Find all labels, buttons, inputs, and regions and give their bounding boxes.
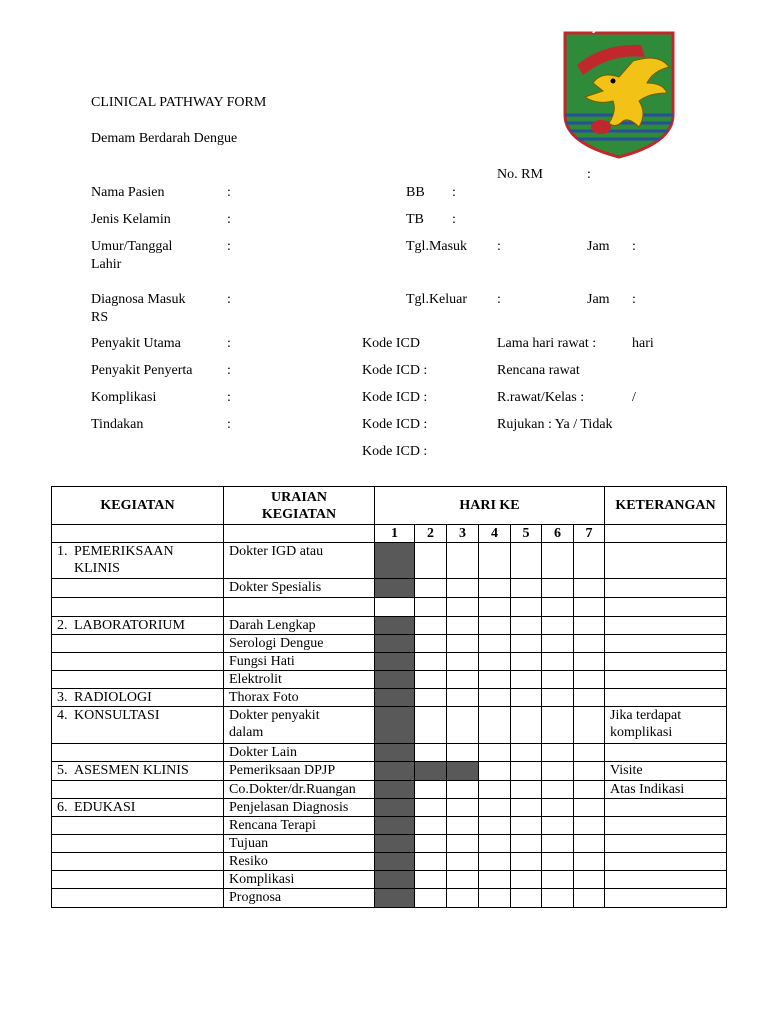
label-jam: Jam bbox=[587, 239, 610, 254]
day-cell-5 bbox=[511, 579, 542, 598]
day-cell-3 bbox=[447, 543, 479, 579]
day-cell-2 bbox=[415, 853, 447, 871]
day-cell-3 bbox=[447, 598, 479, 617]
day-cell-6 bbox=[542, 671, 574, 689]
day-cell-4 bbox=[479, 853, 511, 871]
day-cell-6 bbox=[542, 707, 574, 744]
day-cell-2 bbox=[415, 762, 447, 781]
cell-uraian bbox=[224, 598, 375, 617]
day-cell-6 bbox=[542, 689, 574, 707]
day-cell-2 bbox=[415, 617, 447, 635]
day-cell-3 bbox=[447, 871, 479, 889]
cell-kegiatan bbox=[52, 744, 224, 762]
day-cell-1 bbox=[375, 707, 415, 744]
cell-keterangan: Visite bbox=[605, 762, 727, 781]
day-5: 5 bbox=[511, 525, 542, 543]
day-cell-5 bbox=[511, 853, 542, 871]
day-cell-3 bbox=[447, 762, 479, 781]
day-cell-3 bbox=[447, 889, 479, 908]
day-cell-4 bbox=[479, 671, 511, 689]
day-cell-1 bbox=[375, 853, 415, 871]
label-diagnosa-masuk: Diagnosa Masuk bbox=[91, 292, 186, 307]
cell-kegiatan bbox=[52, 635, 224, 653]
label-komplikasi: Komplikasi bbox=[91, 390, 157, 405]
cell-keterangan bbox=[605, 871, 727, 889]
day-cell-5 bbox=[511, 889, 542, 908]
cell-keterangan bbox=[605, 744, 727, 762]
day-cell-1 bbox=[375, 799, 415, 817]
day-cell-7 bbox=[574, 653, 605, 671]
label-rencana-rawat: Rencana rawat bbox=[497, 363, 580, 378]
cell-kegiatan: 5. ASESMEN KLINIS bbox=[52, 762, 224, 781]
day-cell-2 bbox=[415, 707, 447, 744]
cell-uraian: Pemeriksaan DPJP bbox=[224, 762, 375, 781]
day-cell-5 bbox=[511, 543, 542, 579]
day-cell-4 bbox=[479, 617, 511, 635]
day-cell-4 bbox=[479, 817, 511, 835]
label-penyakit-penyerta: Penyakit Penyerta bbox=[91, 363, 193, 378]
day-cell-7 bbox=[574, 707, 605, 744]
day-cell-1 bbox=[375, 689, 415, 707]
cell-kegiatan bbox=[52, 817, 224, 835]
cell-uraian: Fungsi Hati bbox=[224, 653, 375, 671]
header-kegiatan: KEGIATAN bbox=[52, 487, 224, 525]
day-3: 3 bbox=[447, 525, 479, 543]
colon: : bbox=[227, 417, 231, 432]
cell-keterangan bbox=[605, 817, 727, 835]
day-cell-5 bbox=[511, 671, 542, 689]
label-tgl-masuk: Tgl.Masuk bbox=[406, 239, 468, 254]
cell-uraian: Penjelasan Diagnosis bbox=[224, 799, 375, 817]
day-cell-1 bbox=[375, 817, 415, 835]
day-cell-1 bbox=[375, 835, 415, 853]
cell-kegiatan bbox=[52, 671, 224, 689]
day-cell-4 bbox=[479, 835, 511, 853]
day-cell-5 bbox=[511, 762, 542, 781]
day-cell-4 bbox=[479, 781, 511, 799]
cell-keterangan bbox=[605, 543, 727, 579]
cell-kegiatan bbox=[52, 781, 224, 799]
day-cell-1 bbox=[375, 671, 415, 689]
day-cell-4 bbox=[479, 744, 511, 762]
cell-kegiatan bbox=[52, 579, 224, 598]
day-cell-2 bbox=[415, 598, 447, 617]
day-cell-2 bbox=[415, 671, 447, 689]
day-cell-4 bbox=[479, 579, 511, 598]
table-row bbox=[52, 707, 727, 744]
day-7: 7 bbox=[574, 525, 605, 543]
day-cell-3 bbox=[447, 635, 479, 653]
day-cell-2 bbox=[415, 653, 447, 671]
label-rujukan: Rujukan : Ya / Tidak bbox=[497, 417, 613, 432]
cell-kegiatan bbox=[52, 853, 224, 871]
day-cell-2 bbox=[415, 835, 447, 853]
day-cell-6 bbox=[542, 889, 574, 908]
day-cell-7 bbox=[574, 762, 605, 781]
header-keterangan: KETERANGAN bbox=[605, 487, 727, 525]
day-6: 6 bbox=[542, 525, 574, 543]
label-kode-icd: Kode ICD : bbox=[362, 363, 428, 378]
label-tb: TB bbox=[406, 212, 424, 227]
label-kode-icd: Kode ICD : bbox=[362, 390, 428, 405]
day-2: 2 bbox=[415, 525, 447, 543]
day-cell-6 bbox=[542, 543, 574, 579]
cell-uraian: Tujuan bbox=[224, 835, 375, 853]
label-jenis-kelamin: Jenis Kelamin bbox=[91, 212, 171, 227]
day-cell-2 bbox=[415, 744, 447, 762]
day-cell-7 bbox=[574, 889, 605, 908]
cell-uraian: Resiko bbox=[224, 853, 375, 871]
header-hari-ke: HARI KE bbox=[375, 487, 605, 525]
day-cell-7 bbox=[574, 579, 605, 598]
day-cell-3 bbox=[447, 617, 479, 635]
day-cell-3 bbox=[447, 707, 479, 744]
day-cell-1 bbox=[375, 617, 415, 635]
day-cell-4 bbox=[479, 707, 511, 744]
cell-uraian: Thorax Foto bbox=[224, 689, 375, 707]
table-row bbox=[52, 889, 727, 908]
cell-keterangan: Jika terdapat komplikasi bbox=[605, 707, 727, 744]
day-cell-1 bbox=[375, 762, 415, 781]
day-cell-7 bbox=[574, 835, 605, 853]
day-cell-4 bbox=[479, 799, 511, 817]
cell-kegiatan bbox=[52, 598, 224, 617]
day-cell-3 bbox=[447, 579, 479, 598]
label-kode-icd: Kode ICD : bbox=[362, 444, 428, 459]
day-cell-6 bbox=[542, 781, 574, 799]
day-cell-7 bbox=[574, 799, 605, 817]
table-row bbox=[52, 817, 727, 835]
cell-uraian: Dokter Spesialis bbox=[224, 579, 375, 598]
page-subtitle: Demam Berdarah Dengue bbox=[91, 131, 238, 146]
colon: : bbox=[587, 167, 591, 182]
colon: : bbox=[632, 292, 636, 307]
day-cell-7 bbox=[574, 617, 605, 635]
cell-uraian: Darah Lengkap bbox=[224, 617, 375, 635]
day-cell-4 bbox=[479, 635, 511, 653]
day-cell-3 bbox=[447, 799, 479, 817]
day-cell-3 bbox=[447, 671, 479, 689]
day-cell-7 bbox=[574, 689, 605, 707]
colon: : bbox=[227, 363, 231, 378]
logo-text: SRIWIJAYA bbox=[563, 24, 616, 34]
table-row bbox=[52, 543, 727, 579]
cell-keterangan bbox=[605, 853, 727, 871]
colon: : bbox=[227, 239, 231, 254]
cell-kegiatan: 3. RADIOLOGI bbox=[52, 689, 224, 707]
cell-uraian: Prognosa bbox=[224, 889, 375, 908]
day-cell-5 bbox=[511, 617, 542, 635]
cell-kegiatan: 4. KONSULTASI bbox=[52, 707, 224, 744]
day-cell-3 bbox=[447, 744, 479, 762]
label-hari: hari bbox=[632, 336, 654, 351]
cell-kegiatan bbox=[52, 871, 224, 889]
table-row bbox=[52, 579, 727, 598]
day-cell-1 bbox=[375, 744, 415, 762]
label-penyakit-utama: Penyakit Utama bbox=[91, 336, 181, 351]
day-cell-6 bbox=[542, 598, 574, 617]
day-cell-4 bbox=[479, 689, 511, 707]
cell-keterangan bbox=[605, 799, 727, 817]
colon: : bbox=[227, 185, 231, 200]
cell-uraian: Dokter IGD atau bbox=[224, 543, 375, 579]
day-cell-3 bbox=[447, 689, 479, 707]
day-cell-2 bbox=[415, 817, 447, 835]
cell-uraian: Elektrolit bbox=[224, 671, 375, 689]
day-cell-2 bbox=[415, 799, 447, 817]
colon: : bbox=[227, 390, 231, 405]
day-cell-6 bbox=[542, 799, 574, 817]
day-cell-4 bbox=[479, 889, 511, 908]
day-cell-4 bbox=[479, 762, 511, 781]
colon: : bbox=[227, 212, 231, 227]
label-kode-icd: Kode ICD bbox=[362, 336, 420, 351]
day-cell-7 bbox=[574, 781, 605, 799]
day-cell-1 bbox=[375, 579, 415, 598]
day-cell-1 bbox=[375, 871, 415, 889]
colon: : bbox=[227, 292, 231, 307]
day-cell-3 bbox=[447, 853, 479, 871]
label-rs: RS bbox=[91, 310, 109, 325]
cell-keterangan bbox=[605, 689, 727, 707]
day-cell-7 bbox=[574, 853, 605, 871]
day-cell-5 bbox=[511, 689, 542, 707]
cell-keterangan bbox=[605, 579, 727, 598]
colon: : bbox=[452, 212, 456, 227]
day-cell-4 bbox=[479, 871, 511, 889]
day-cell-1 bbox=[375, 781, 415, 799]
table-row bbox=[52, 689, 727, 707]
label-r-rawat-kelas: R.rawat/Kelas : bbox=[497, 390, 585, 405]
day-cell-5 bbox=[511, 635, 542, 653]
cell-uraian: Serologi Dengue bbox=[224, 635, 375, 653]
day-cell-5 bbox=[511, 707, 542, 744]
table-row bbox=[52, 635, 727, 653]
day-cell-1 bbox=[375, 543, 415, 579]
table-row bbox=[52, 781, 727, 799]
label-bb: BB bbox=[406, 185, 425, 200]
cell-uraian: Dokter Lain bbox=[224, 744, 375, 762]
cell-keterangan bbox=[605, 635, 727, 653]
day-cell-5 bbox=[511, 653, 542, 671]
day-cell-6 bbox=[542, 635, 574, 653]
label-no-rm: No. RM bbox=[497, 167, 543, 182]
cell-kegiatan bbox=[52, 889, 224, 908]
day-cell-4 bbox=[479, 543, 511, 579]
table-row bbox=[52, 671, 727, 689]
cell-keterangan bbox=[605, 889, 727, 908]
day-cell-6 bbox=[542, 853, 574, 871]
cell-keterangan: Atas Indikasi bbox=[605, 781, 727, 799]
slash: / bbox=[632, 390, 636, 405]
day-cell-6 bbox=[542, 744, 574, 762]
day-cell-7 bbox=[574, 871, 605, 889]
table-row bbox=[52, 853, 727, 871]
page-title: CLINICAL PATHWAY FORM bbox=[91, 95, 267, 110]
colon: : bbox=[497, 292, 501, 307]
table-row bbox=[52, 598, 727, 617]
day-cell-7 bbox=[574, 744, 605, 762]
label-nama-pasien: Nama Pasien bbox=[91, 185, 165, 200]
day-cell-1 bbox=[375, 653, 415, 671]
cell-kegiatan: 1. PEMERIKSAAN KLINIS bbox=[52, 543, 224, 579]
day-cell-6 bbox=[542, 617, 574, 635]
day-cell-2 bbox=[415, 635, 447, 653]
table-row bbox=[52, 762, 727, 781]
day-cell-5 bbox=[511, 744, 542, 762]
day-cell-2 bbox=[415, 543, 447, 579]
pathway-table bbox=[51, 486, 727, 908]
day-cell-3 bbox=[447, 817, 479, 835]
day-cell-7 bbox=[574, 817, 605, 835]
day-cell-1 bbox=[375, 635, 415, 653]
day-cell-2 bbox=[415, 689, 447, 707]
cell-kegiatan bbox=[52, 835, 224, 853]
day-cell-6 bbox=[542, 817, 574, 835]
day-cell-5 bbox=[511, 871, 542, 889]
day-cell-6 bbox=[542, 653, 574, 671]
cell-uraian: Dokter penyakit dalam bbox=[224, 707, 375, 744]
table-row bbox=[52, 744, 727, 762]
label-lama-hari-rawat: Lama hari rawat : bbox=[497, 336, 597, 351]
label-jam: Jam bbox=[587, 292, 610, 307]
label-lahir: Lahir bbox=[91, 257, 122, 272]
label-tgl-keluar: Tgl.Keluar bbox=[406, 292, 468, 307]
day-cell-5 bbox=[511, 598, 542, 617]
day-cell-1 bbox=[375, 598, 415, 617]
cell-uraian: Rencana Terapi bbox=[224, 817, 375, 835]
cell-keterangan bbox=[605, 653, 727, 671]
day-cell-5 bbox=[511, 781, 542, 799]
colon: : bbox=[632, 239, 636, 254]
day-cell-7 bbox=[574, 635, 605, 653]
day-cell-7 bbox=[574, 598, 605, 617]
day-cell-6 bbox=[542, 871, 574, 889]
day-cell-2 bbox=[415, 579, 447, 598]
cell-keterangan bbox=[605, 671, 727, 689]
day-cell-3 bbox=[447, 835, 479, 853]
label-tindakan: Tindakan bbox=[91, 417, 144, 432]
day-cell-2 bbox=[415, 781, 447, 799]
day-1: 1 bbox=[375, 525, 415, 543]
day-cell-5 bbox=[511, 817, 542, 835]
day-cell-4 bbox=[479, 653, 511, 671]
day-cell-5 bbox=[511, 799, 542, 817]
day-cell-6 bbox=[542, 835, 574, 853]
colon: : bbox=[227, 336, 231, 351]
day-cell-6 bbox=[542, 762, 574, 781]
header-uraian-kegiatan: URAIAN KEGIATAN bbox=[224, 487, 375, 525]
cell-keterangan bbox=[605, 835, 727, 853]
table-row bbox=[52, 835, 727, 853]
colon: : bbox=[497, 239, 501, 254]
cell-kegiatan: 6. EDUKASI bbox=[52, 799, 224, 817]
table-row bbox=[52, 653, 727, 671]
sriwijaya-logo bbox=[563, 24, 675, 159]
day-cell-3 bbox=[447, 781, 479, 799]
table-row bbox=[52, 871, 727, 889]
day-cell-2 bbox=[415, 889, 447, 908]
cell-keterangan bbox=[605, 598, 727, 617]
day-cell-7 bbox=[574, 671, 605, 689]
colon: : bbox=[452, 185, 456, 200]
table-row bbox=[52, 799, 727, 817]
cell-uraian: Komplikasi bbox=[224, 871, 375, 889]
day-cell-4 bbox=[479, 598, 511, 617]
cell-kegiatan bbox=[52, 653, 224, 671]
day-cell-1 bbox=[375, 889, 415, 908]
label-kode-icd: Kode ICD : bbox=[362, 417, 428, 432]
day-cell-7 bbox=[574, 543, 605, 579]
table-row bbox=[52, 617, 727, 635]
label-umur-tanggal: Umur/Tanggal bbox=[91, 239, 173, 254]
day-4: 4 bbox=[479, 525, 511, 543]
day-cell-3 bbox=[447, 653, 479, 671]
cell-uraian: Co.Dokter/dr.Ruangan bbox=[224, 781, 375, 799]
day-cell-2 bbox=[415, 871, 447, 889]
day-cell-5 bbox=[511, 835, 542, 853]
day-cell-6 bbox=[542, 579, 574, 598]
cell-kegiatan: 2. LABORATORIUM bbox=[52, 617, 224, 635]
cell-keterangan bbox=[605, 617, 727, 635]
